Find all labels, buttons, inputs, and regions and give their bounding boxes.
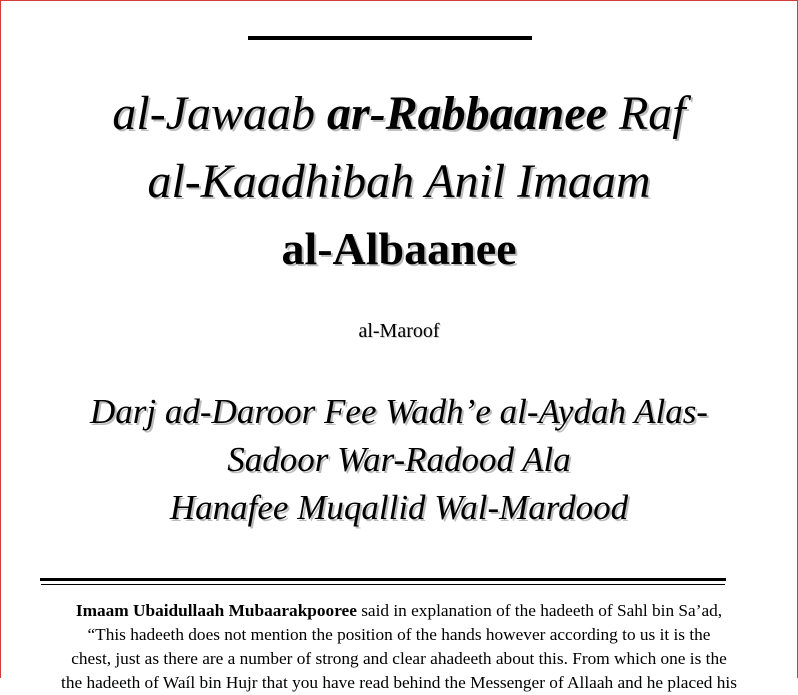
paragraph-line-1-text: said in explanation of the hadeeth of Sahl bin Sa’ad, xyxy=(356,601,723,620)
top-rule xyxy=(248,36,532,40)
title-line-2: al-Kaadhibah Anil Imaam xyxy=(147,155,651,208)
paragraph-line-4: the hadeeth of Waíl bin Hujr that you have read behind the Messenger of Allaah and he placed his xyxy=(61,673,737,692)
paragraph-line-1 xyxy=(34,599,764,623)
title-line-1 xyxy=(0,82,798,146)
body-paragraph xyxy=(34,599,764,695)
alt-title-line-3: Hanafee Muqallid Wal-Mardood xyxy=(169,488,629,527)
alt-title-line-2: Sadoor War-Radood Ala xyxy=(227,440,571,479)
title-line-1-part-2: Raf xyxy=(606,87,686,140)
alt-title-line-1: Darj ad-Daroor Fee Wadh’e al-Aydah Alas- xyxy=(90,392,708,431)
title-line-3: al-Albaanee xyxy=(281,223,517,274)
title-line-1-bold: ar-Rabbaanee xyxy=(327,87,607,140)
paragraph-line-3: chest, just as there are a number of strong and clear ahadeeth about this. From which one is the xyxy=(71,649,727,668)
title-line-1-part-1: al-Jawaab xyxy=(112,87,327,140)
author-name: Imaam Ubaidullaah Mubaarakpooree xyxy=(75,601,357,620)
section-rule xyxy=(40,578,726,581)
subtitle: al-Maroof xyxy=(358,320,440,342)
paragraph-line-2: “This hadeeth does not mention the position of the hands however according to us it is the xyxy=(87,625,711,644)
